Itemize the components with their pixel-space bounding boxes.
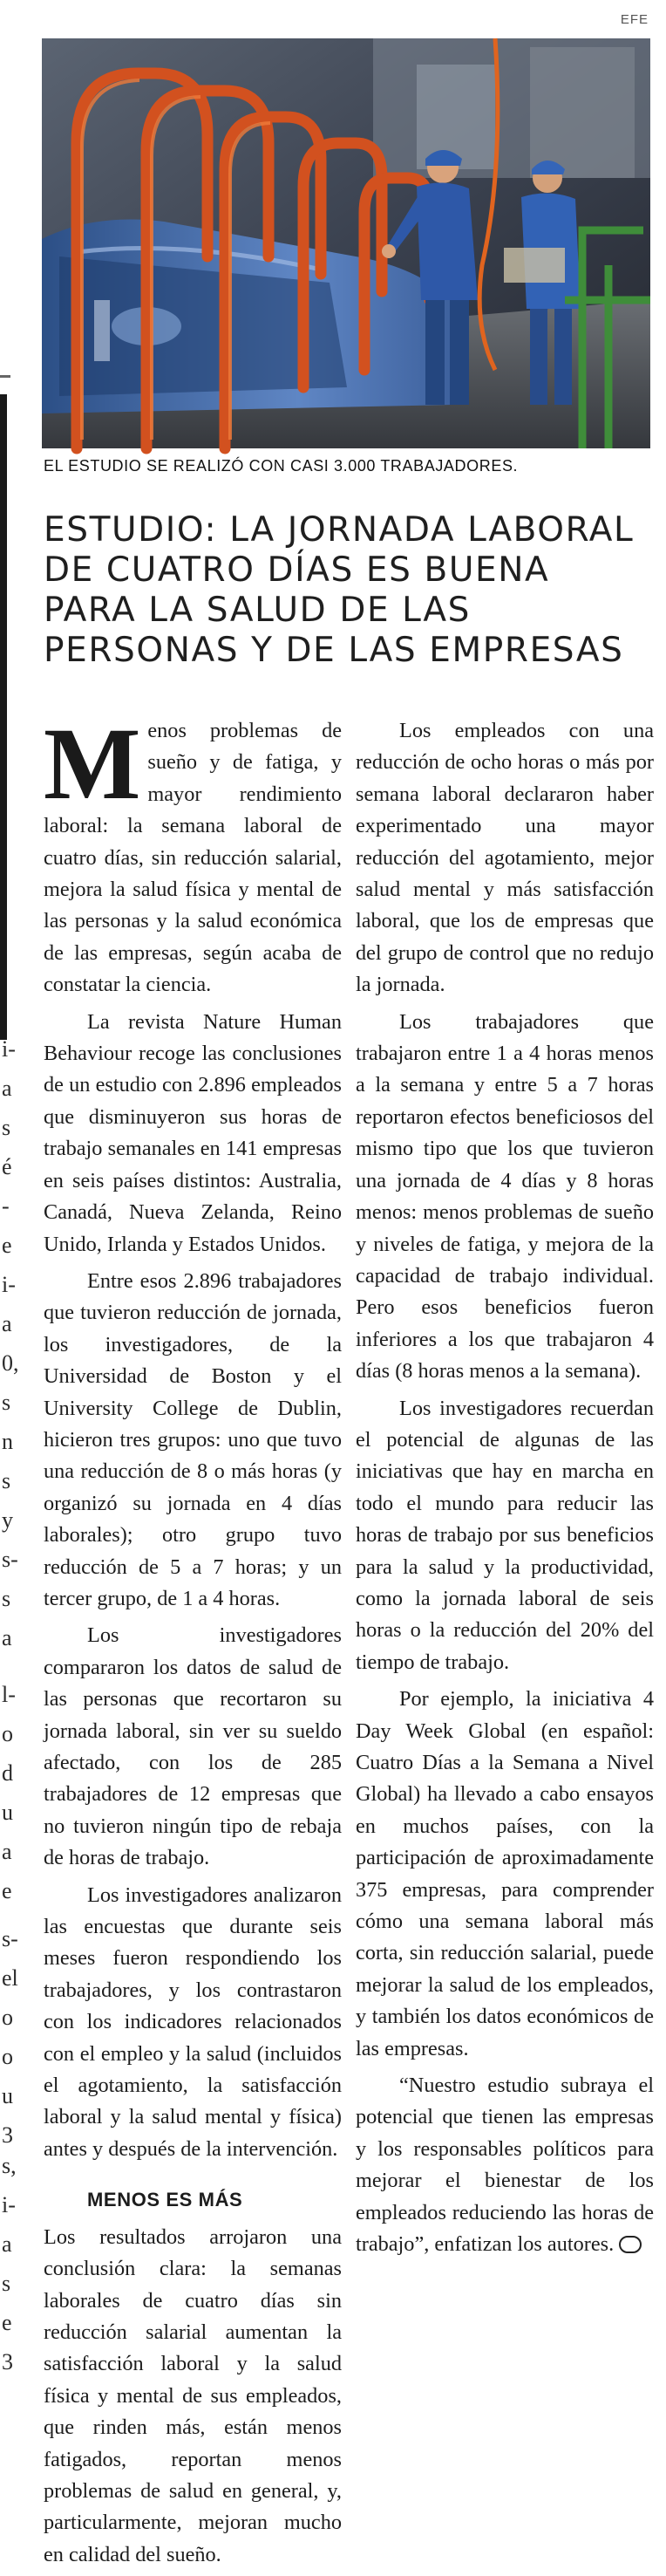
body-paragraph-9: Por ejemplo, la iniciativa 4 Day Week Global (en español: Cuatro Días a la Semana a Nivel Global) ha llevado a cabo ensayos en muchos países, con la participación de aproximadamente 375 empresas, para comprender cómo una semana laboral más corta, sin reducción salarial, puede mejorar la salud de los empleados, y también los datos económicos de las empresas. bbox=[356, 1687, 654, 2060]
article-column-left bbox=[44, 707, 342, 2576]
gutter-fragments-bottom: s, i- a s e 3 bbox=[2, 2153, 17, 2374]
gutter-fragments-top: i- a s é - e i- a 0, s n s y s- s a bbox=[2, 1036, 19, 1650]
body-paragraph-3: Los investigadores compararon los datos de salud de las personas que recortaron su jornada laboral, sin ver su sueldo afectado, con los de 285 trabajadores de 12 empresas que no tuvieron ningún tipo de rebaja de horas de trabajo. bbox=[44, 1623, 342, 1870]
gutter-fragments-mid: l- o d u a e bbox=[2, 1682, 16, 1903]
gutter-rule bbox=[0, 375, 10, 378]
lead-text: enos problemas de sueño y de fatiga, y mayor rendimiento laboral: la semana laboral de cuatro días, sin reducción salarial, mejora la salud física y mental de las personas y la salud económica de las empresas, según acaba de constatar la ciencia. bbox=[44, 719, 342, 997]
article-photo bbox=[42, 38, 650, 448]
factory-illustration bbox=[42, 38, 650, 448]
article-headline: ESTUDIO: LA JORNADA LABORAL DE CUATRO DÍAS ES BUENA PARA LA SALUD DE LAS PERSONAS Y DE LAS EMPRESAS bbox=[44, 510, 635, 670]
drop-cap: M bbox=[44, 707, 141, 821]
body-paragraph-2: Entre esos 2.896 trabajadores que tuvieron reducción de jornada, los investigadores, de la Universidad de Boston y el University College de Dublin, hicieron tres grupos: uno que tuvo una reducción de 8 o más horas (y organizó su jornada en 4 días laborales); otro grupo tuvo reducción de 5 a 7 horas; y un tercer grupo, de 1 a 4 horas. bbox=[44, 1268, 342, 1610]
gutter-fragments-low: s- el o o u 3 bbox=[2, 1926, 18, 2148]
photo-caption: EL ESTUDIO SE REALIZÓ CON CASI 3.000 TRABAJADORES. bbox=[44, 457, 519, 475]
article-column-right bbox=[356, 715, 654, 2266]
body-paragraph-1: La revista Nature Human Behaviour recoge las conclusiones de un estudio con 2.896 empleados que disminuyeron sus horas de trabajo semanales en 141 empresas en seis países distintos: Australia, Canadá, Nueva Zelanda, Reino Unido, Irlanda y Estados Unidos. bbox=[44, 1009, 342, 1256]
section-subhead: MENOS ES MÁS bbox=[87, 2189, 243, 2211]
body-paragraph-6: Los empleados con una reducción de ocho horas o más por semana laboral declararon haber experimentado una mayor reducción del agotamiento, mejor salud mental y más satisfacción laboral, que los de empresas que del grupo de control que no redujo la jornada. bbox=[356, 719, 654, 997]
body-paragraph-7: Los trabajadores que trabajaron entre 1 a 4 horas menos a la semana y entre 5 a 7 horas reportaron efectos beneficiosos del mismo tipo que los que tuvieron una jornada de 4 días y 8 horas menos: menos problemas de sueño y niveles de fatiga, y mejora de la capacidad de trabajo individual. Pero esos beneficios fueron inferiores a los que trabajaron 4 días (8 horas menos a la semana). bbox=[356, 1009, 654, 1384]
end-of-article-icon bbox=[619, 2236, 642, 2253]
body-paragraph-4: Los investigadores analizaron las encuestas que durante seis meses fueron respondiendo los trabajadores, y los contrastaron con los indicadores relacionados con el empleo y la salud (incluidos el agotamiento, la satisfacción laboral y la salud mental y física) antes y después de la intervención. bbox=[44, 1882, 342, 2161]
adjacent-column-gutter bbox=[0, 0, 26, 2387]
photo-credit: EFE bbox=[620, 12, 649, 27]
body-paragraph-8: Los investigadores recuerdan el potencial de algunas de las iniciativas que hay en marcha en todo el mundo para reducir las horas de trabajo por sus beneficios para la salud y la productividad, como la jornada laboral de seis horas o la reducción del 20% del tiempo de trabajo. bbox=[356, 1396, 654, 1674]
closing-quote: “Nuestro estudio subraya el potencial que tienen las empresas y los responsables políticos para mejorar el bienestar de los empleados reduciendo las horas de trabajo”, enfatizan los autores. bbox=[356, 2074, 654, 2257]
body-paragraph-5: Los resultados arrojaron una conclusión clara: la semanas laborales de cuatro días sin reducción salarial aumentan la satisfacción laboral y la salud física y mental de sus empleados, que rinden más, están menos fatigados, reportan menos problemas de salud en general, y, particularmente, mejoran mucho en calidad del sueño. bbox=[44, 2224, 342, 2566]
gutter-bar bbox=[0, 394, 7, 1040]
body-paragraph-10 bbox=[356, 2070, 654, 2260]
lead-paragraph bbox=[44, 707, 342, 1001]
